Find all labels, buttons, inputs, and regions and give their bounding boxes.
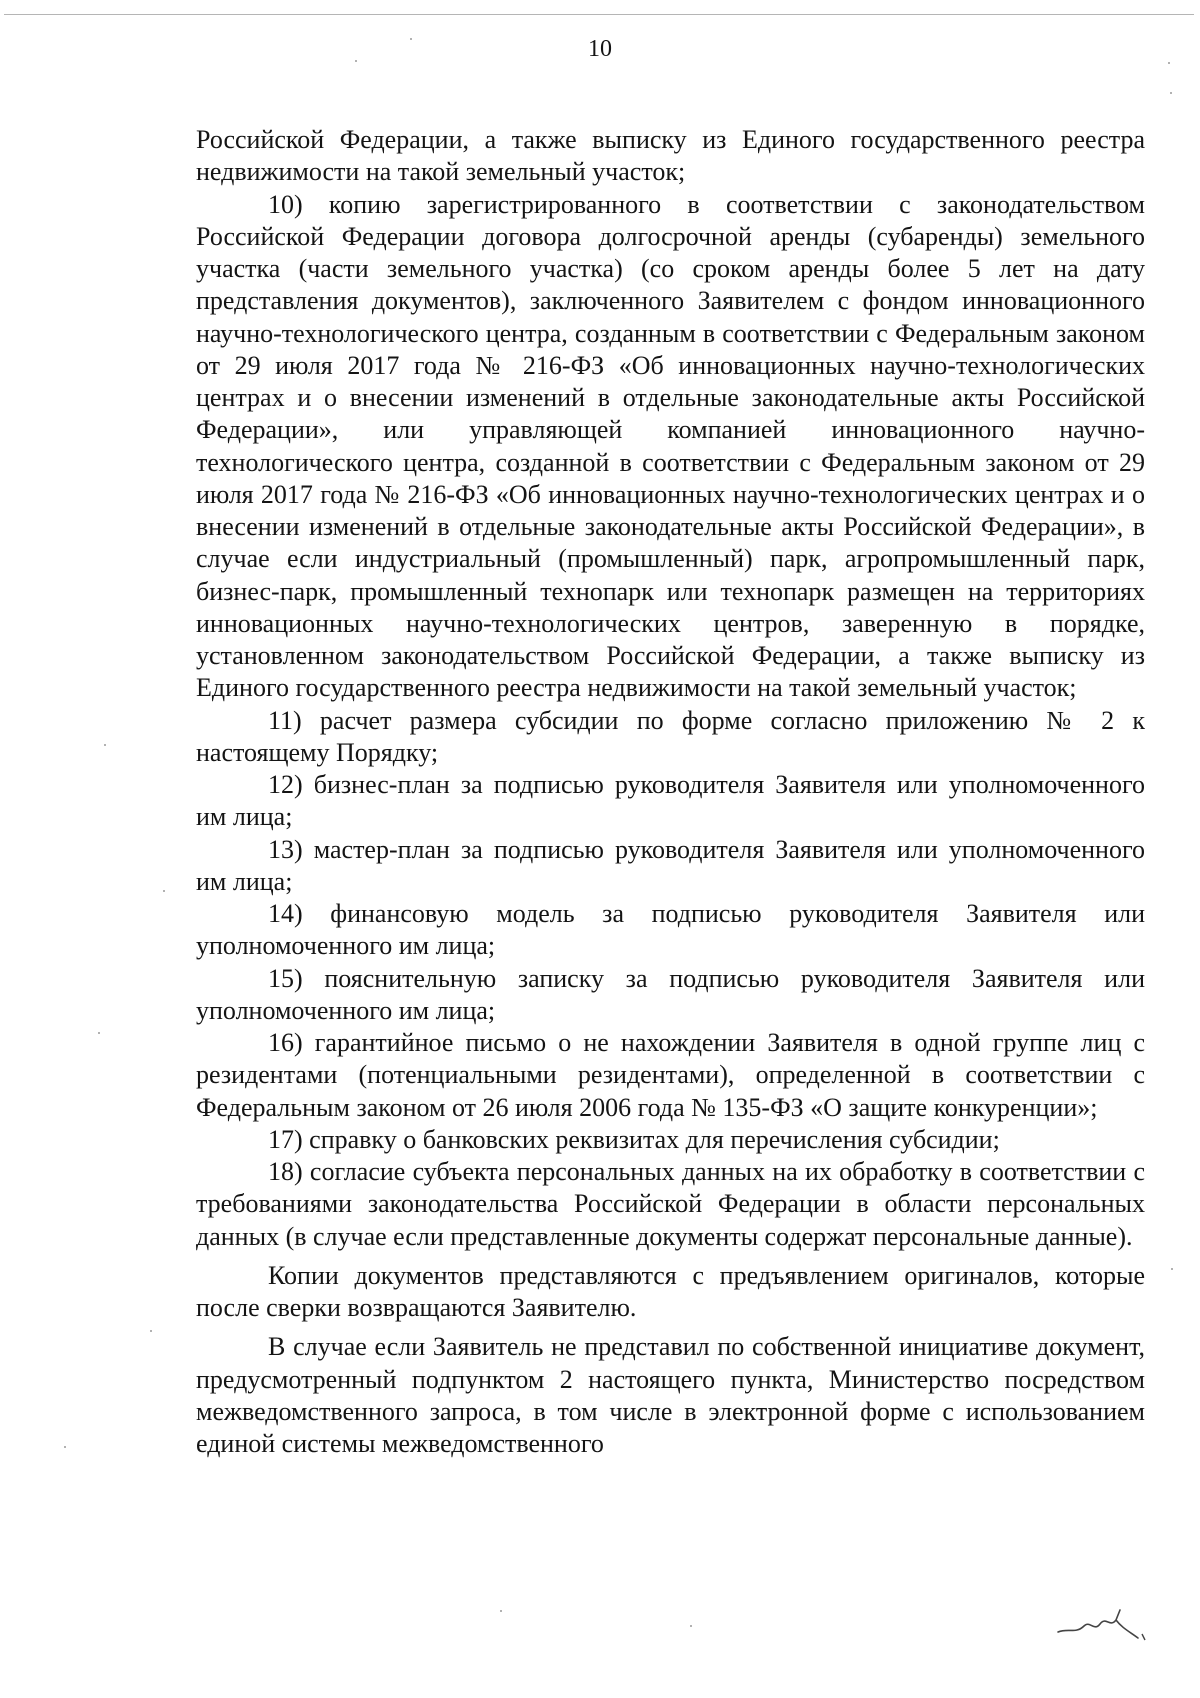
scan-speck (1168, 62, 1170, 64)
list-item-11: 11) расчет размера субсидии по форме согласно приложению № 2 к настоящему Порядку; (196, 705, 1145, 767)
list-item-17: 17) справку о банковских реквизитах для перечисления субсидии; (268, 1124, 1000, 1154)
list-item-15: 15) пояснительную записку за подписью руководителя Заявителя или уполномоченного им лица; (196, 963, 1145, 1025)
list-item-18: 18) согласие субъекта персональных данных на их обработку в соответствии с требованиями законодательства Российской Федерации в области персональных данных (в случае если представленные документы содержат персональные данные). (196, 1157, 1145, 1251)
scan-speck (1171, 1268, 1173, 1270)
scan-speck (410, 38, 412, 40)
initials-signature-mark (1050, 1598, 1160, 1648)
paragraph-copies: Копии документов представляются с предъявлением оригиналов, которые после сверки возвращаются Заявителю. (196, 1260, 1145, 1322)
scan-speck (1170, 92, 1172, 94)
scan-speck (150, 1330, 152, 1332)
scan-speck (64, 1446, 66, 1448)
page-number: 10 (588, 36, 612, 62)
list-item-13: 13) мастер-план за подписью руководителя Заявителя или уполномоченного им лица; (196, 834, 1145, 896)
paragraph-interagency-request: В случае если Заявитель не представил по собственной инициативе документ, предусмотренный подпунктом 2 настоящего пункта, Министерство посредством межведомственного запроса, в том числе в электронной форме с использованием единой системы межведомственного (196, 1332, 1145, 1458)
list-item-14: 14) финансовую модель за подписью руководителя Заявителя или уполномоченного им лица; (196, 899, 1145, 961)
list-item-12: 12) бизнес-план за подписью руководителя Заявителя или уполномоченного им лица; (196, 770, 1145, 832)
scan-edge-line (4, 14, 1194, 15)
scan-speck (98, 1032, 100, 1034)
document-body (196, 124, 1145, 1460)
list-item-16: 16) гарантийное письмо о не нахождении Заявителя в одной группе лиц с резидентами (потенциальными резидентами), определенной в соответствии с Федеральным законом от 26 июля 2006 года № 135-ФЗ «О защите конкуренции»; (196, 1028, 1145, 1122)
scan-speck (104, 744, 106, 746)
paragraph-continuation: Российской Федерации, а также выписку из Единого государственного реестра недвижимости на такой земельный участок; (196, 125, 1145, 187)
scan-speck (355, 60, 357, 62)
list-item-10: 10) копию зарегистрированного в соответствии с законодательством Российской Федерации договора долгосрочной аренды (субаренды) земельного участка (части земельного участка) (со сроком аренды более 5 лет на дату представления документов), заключенного Заявителем с фондом инновационного научно-технологического центра, созданным в соответствии с Федеральным законом от 29 июля 2017 года № 216-ФЗ «Об инновационных научно-технологических центрах и о внесении изменений в отдельные законодательные акты Российской Федерации», или управляющей компанией инновационного научно-технологического центра, созданной в соответствии с Федеральным законом от 29 июля 2017 года № 216-ФЗ «Об инновационных научно-технологических центрах и о внесении изменений в отдельные законодательные акты Российской Федерации», в случае если индустриальный (промышленный) парк, агропромышленный парк, бизнес-парк, промышленный технопарк или технопарк размещен на территориях инновационных научно-технологических центров, заверенную в порядке, установленном законодательством Российской Федерации, а также выписку из Единого государственного реестра недвижимости на такой земельный участок; (196, 189, 1145, 703)
scan-speck (690, 1625, 692, 1627)
scan-speck (163, 890, 165, 892)
scan-speck (500, 1610, 502, 1612)
